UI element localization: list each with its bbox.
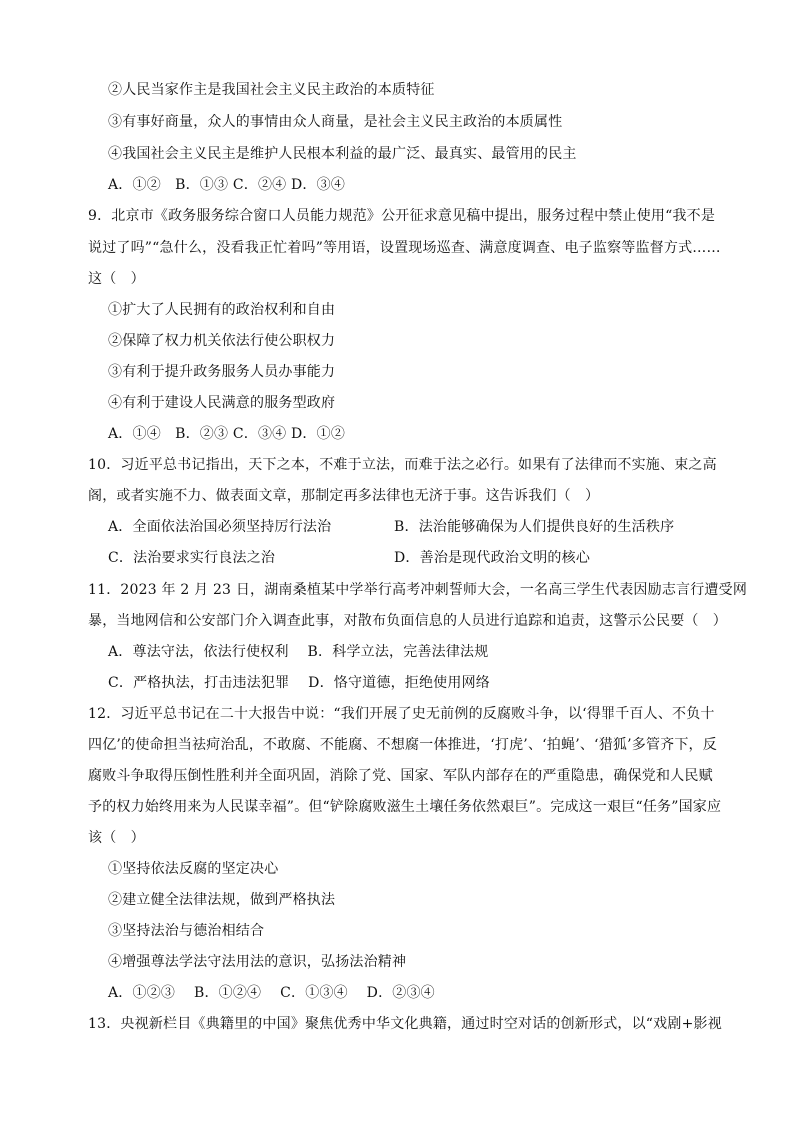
q8-option-2: ②人民当家作主是我国社会主义民主政治的本质特征 [108,82,435,98]
q10-choice-a: A．全面依法治国必须坚持厉行法治 [108,519,332,535]
q9-option-3: ③有利于提升政务服务人员办事能力 [108,364,336,380]
q12-stem-line-4: 予的权力始终用来为人民谋幸福”。但“铲除腐败滋生土壤任务依然艰巨”。完成这一艰巨“任务”国家应 [88,799,722,815]
q12-stem-line-3: 腐败斗争取得压倒性胜利并全面巩固，消除了党、国家、军队内部存在的严重隐患，确保党和人民赋 [88,768,713,784]
q11-stem-line-2: 暴，当地网信和公安部门介入调查此事，对散布负面信息的人员进行追踪和追责，这警示公民要（ ） [88,613,727,629]
q8-answer-choices: A．①② B．①③ C．②④ D．③④ [108,177,346,193]
q10-choice-d: D．善治是现代政治文明的核心 [394,550,591,566]
q12-option-2: ②建立健全法律法规，做到严格执法 [108,892,336,908]
q12-option-1: ①坚持依法反腐的坚定决心 [108,861,279,877]
q9-option-4: ④有利于建设人民满意的服务型政府 [108,395,336,411]
q11-choices-ab: A．尊法守法，依法行使权利 B．科学立法，完善法律法规 [108,644,489,660]
q8-option-3: ③有事好商量，众人的事情由众人商量，是社会主义民主政治的本质属性 [108,114,563,130]
q12-option-3: ③坚持法治与德治相结合 [108,923,265,939]
q13-stem-line-1: 13．央视新栏目《典籍里的中国》聚焦优秀中华文化典籍，通过时空对话的创新形式，以“戏剧+影视 [88,1016,722,1032]
q11-stem-line-1: 11．2023 年 2 月 23 日，湖南桑植某中学举行高考冲刺誓师大会，一名高三学生代表因励志言行遭受网 [88,582,748,598]
q10-choice-b: B．法治能够确保为人们提供良好的生活秩序 [394,519,675,535]
q10-stem-line-1: 10．习近平总书记指出，天下之本，不难于立法，而难于法之必行。如果有了法律而不实施、束之高 [88,457,717,473]
q12-option-4: ④增强尊法学法守法用法的意识，弘扬法治精神 [108,954,407,970]
q12-stem-line-5: 该（ ） [88,830,145,846]
q9-stem-line-2: 说过了吗”“急什么，没看我正忙着吗”等用语，设置现场巡查、满意度调查、电子监察等监督方式…… [88,240,721,256]
q10-stem-line-2: 阁，或者实施不力、做表面文章，那制定再多法律也无济于事。这告诉我们（ ） [88,488,600,504]
q11-choices-cd: C．严格执法，打击违法犯罪 D．恪守道德，拒绝使用网络 [108,675,490,691]
q9-option-1: ①扩大了人民拥有的政治权利和自由 [108,302,336,318]
q9-stem-line-1: 9．北京市《政务服务综合窗口人员能力规范》公开征求意见稿中提出，服务过程中禁止使用“我不是 [88,208,716,224]
q8-option-4: ④我国社会主义民主是维护人民根本利益的最广泛、最真实、最管用的民主 [108,146,577,162]
q10-choice-c: C．法治要求实行良法之治 [108,550,276,566]
q9-option-2: ②保障了权力机关依法行使公职权力 [108,333,336,349]
q9-answer-choices: A．①④ B．②③ C．③④ D．①② [108,426,346,442]
q12-stem-line-2: 四亿’的使命担当祛疴治乱，不敢腐、不能腐、不想腐一体推进，‘打虎’、‘拍蝇’、‘猎狐’多管齐下，反 [88,737,717,753]
q9-stem-line-3: 这（ ） [88,271,145,287]
q12-answer-choices: A．①②③ B．①②④ C．①③④ D．②③④ [108,985,435,1001]
q12-stem-line-1: 12．习近平总书记在二十大报告中说：“我们开展了史无前例的反腐败斗争，以‘得罪千百人、不负十 [88,706,715,722]
